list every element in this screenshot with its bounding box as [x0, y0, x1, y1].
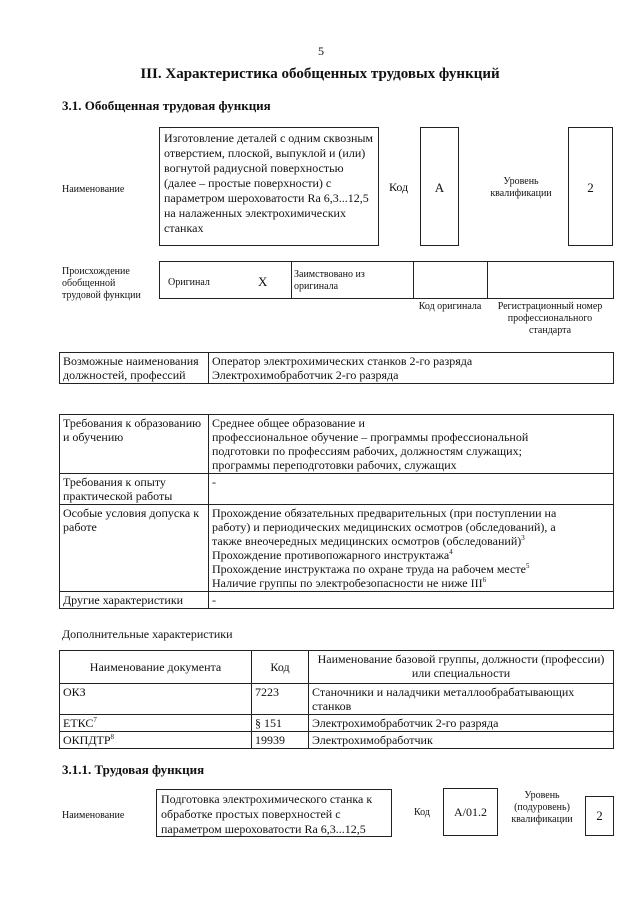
req-line: Прохождение противопожарного инструктажа$^4$ [212, 548, 453, 562]
requirements-table [59, 414, 614, 609]
tf-name-label: Наименование [62, 810, 125, 821]
name-cell: Электрохимобработчик [309, 732, 614, 749]
footnote-mark: 8 [110, 733, 115, 741]
footnote-mark: 7 [93, 716, 97, 724]
table-row [60, 715, 614, 732]
req-line: подготовки по профессиям рабочих, должностям служащих; [212, 444, 522, 458]
req-line: профессиональное обучение – программы профессиональной [212, 430, 529, 444]
req-value [209, 505, 614, 592]
origin-box [159, 261, 614, 299]
gtf-name-label: Наименование [62, 184, 125, 195]
col-doc-header: Наименование документа [60, 651, 252, 684]
req-line: Прохождение инструктажа по охране труда на рабочем месте$^5$ [212, 562, 530, 576]
footnote-mark: 4 [449, 548, 453, 556]
gtf-heading: 3.1. Обобщенная трудовая функция [62, 98, 271, 113]
doc-cell: ОКЗ [60, 684, 252, 715]
name-cell: Станочники и наладчики металлообрабатывающих станков [309, 684, 614, 715]
req-label: Особые условия допуска к работе [60, 505, 209, 592]
footnote-mark: 5 [525, 562, 530, 570]
origin-label: Происхождение обобщенной трудовой функции [62, 266, 141, 301]
positions-label: Возможные наименования должностей, профессий [60, 353, 209, 384]
req-value: - [209, 592, 614, 609]
original-label: Оригинал [168, 277, 210, 288]
gtf-code-value: A [434, 180, 445, 195]
req-line: Прохождение обязательных предварительных (при поступлении на [212, 506, 557, 520]
tf-name-value: Подготовка электрохимического станка к обработке простых поверхностей с параметром шероховатости Ra 6,3...12,5 [156, 789, 392, 837]
additional-heading: Дополнительные характеристики [62, 627, 233, 641]
tf-code-label: Код [414, 807, 430, 818]
page-number: 5 [318, 44, 324, 58]
original-mark: X [258, 274, 268, 289]
req-label: Требования к образованию и обучению [60, 415, 209, 474]
position-item: Оператор электрохимических станков 2-го разряда [212, 354, 473, 368]
req-conditions-row [60, 505, 614, 592]
gtf-level-label: Уровень квалификации [490, 176, 552, 199]
code-cell: § 151 [252, 715, 309, 732]
req-line: работу) и периодических медицинских осмотров (обследований), а [212, 520, 556, 534]
gtf-level-value: 2 [587, 180, 594, 195]
additional-header-row [60, 651, 614, 684]
req-experience-row [60, 474, 614, 505]
additional-table [59, 650, 614, 749]
borrowed-label: Заимствовано из оригинала [294, 269, 365, 292]
col-name-header: Наименование базовой группы, должности (профессии) или специальности [309, 651, 614, 684]
req-other-row [60, 592, 614, 609]
tf-level-box [585, 796, 614, 836]
positions-values [209, 353, 614, 384]
req-line: программы переподготовки рабочих, служащих [212, 458, 457, 472]
req-line: также внеочередных медицинских осмотров (обследований)$^3$ [212, 534, 525, 548]
tf-heading: 3.1.1. Трудовая функция [62, 762, 205, 777]
tf-level-value: 2 [596, 808, 603, 823]
name-cell: Электрохимобработчик 2-го разряда [309, 715, 614, 732]
positions-table [59, 352, 614, 384]
table-row [60, 732, 614, 749]
code-cell: 7223 [252, 684, 309, 715]
gtf-code-label: Код [389, 180, 409, 194]
footnote-mark: 6 [482, 576, 487, 584]
gtf-level-box [568, 127, 613, 246]
req-line: Наличие группы по электробезопасности не ниже III$^6$ [212, 576, 487, 590]
orig-code-caption: Код оригинала [418, 301, 482, 312]
section-title: III. Характеристика обобщенных трудовых функций [140, 66, 500, 82]
tf-code-value: A/01.2 [454, 805, 487, 819]
tf-code-box [443, 788, 498, 836]
position-item: Электрохимобработчик 2-го разряда [212, 368, 399, 382]
gtf-name-value: Изготовление деталей с одним сквозным отверстием, плоской, выпуклой и (или) вогнутой радиусной поверхностью (далее – простые поверхности) с параметром шероховатости Ra 6,3...12,5 на налаженных электрохимических станках [159, 127, 379, 246]
req-label: Требования к опыту практической работы [60, 474, 209, 505]
req-education-row [60, 415, 614, 474]
doc-cell: ЕТКС$^7$ [60, 715, 252, 732]
doc-cell: ОКПДТР$^8$ [60, 732, 252, 749]
table-row [60, 684, 614, 715]
req-label: Другие характеристики [60, 592, 209, 609]
req-value: - [209, 474, 614, 505]
col-code-header: Код [252, 651, 309, 684]
req-line: Среднее общее образование и [212, 416, 365, 430]
code-cell: 19939 [252, 732, 309, 749]
footnote-mark: 3 [521, 534, 525, 542]
tf-level-label: Уровень (подуровень) квалификации [511, 790, 573, 825]
req-value [209, 415, 614, 474]
gtf-code-box [420, 127, 459, 246]
reg-number-caption: Регистрационный номер профессионального стандарта [497, 301, 603, 336]
